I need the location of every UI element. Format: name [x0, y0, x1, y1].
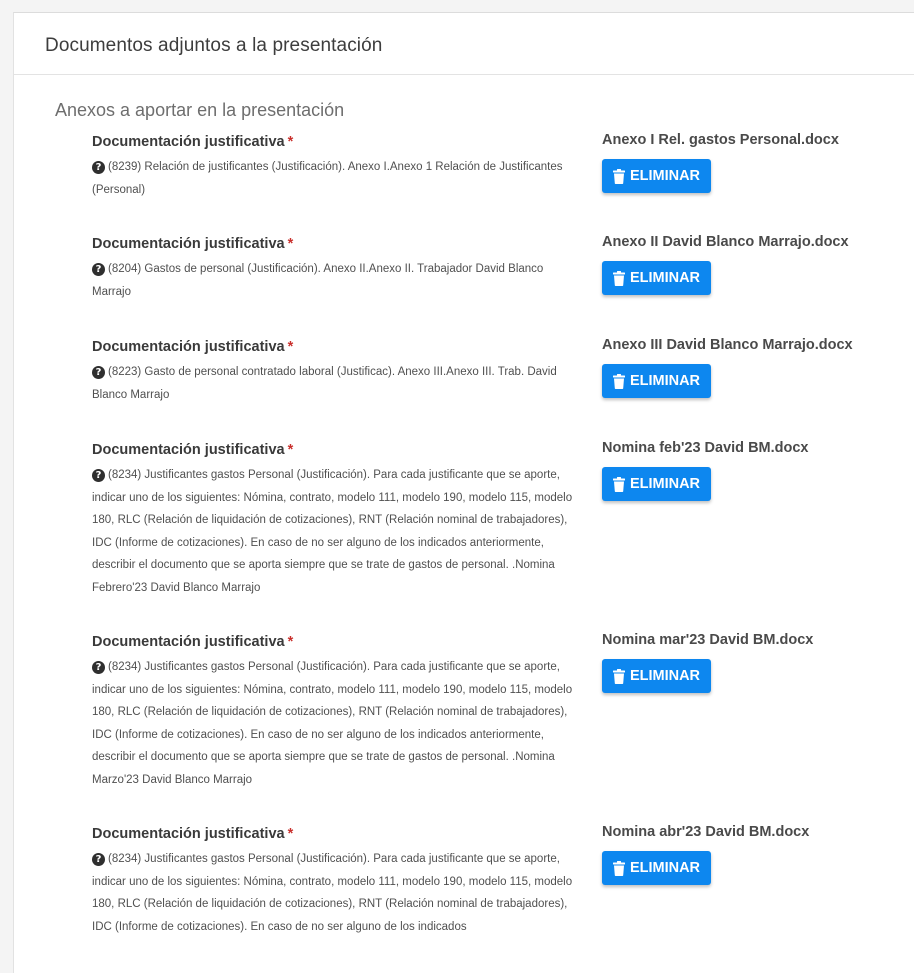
- delete-button-label: ELIMINAR: [629, 860, 701, 876]
- delete-button-label: ELIMINAR: [629, 373, 701, 389]
- delete-button[interactable]: [602, 467, 711, 501]
- question-circle-icon[interactable]: ?: [92, 161, 105, 174]
- document-description: [92, 464, 578, 599]
- attached-file-name: Anexo II David Blanco Marrajo.docx: [602, 234, 849, 250]
- document-label: [92, 134, 293, 150]
- delete-button[interactable]: [602, 159, 711, 193]
- attached-file-name: Anexo III David Blanco Marrajo.docx: [602, 337, 853, 353]
- question-circle-icon[interactable]: ?: [92, 661, 105, 674]
- section-title: Anexos a aportar en la presentación: [55, 100, 345, 120]
- document-label: [92, 442, 293, 458]
- required-marker: *: [287, 236, 294, 252]
- attached-file-name: Nomina abr'23 David BM.docx: [602, 824, 810, 840]
- required-marker: *: [287, 634, 294, 650]
- document-description: [92, 848, 578, 938]
- attachments-panel: [13, 12, 914, 973]
- question-circle-icon[interactable]: ?: [92, 853, 105, 866]
- document-label: [92, 826, 293, 842]
- document-description-text: (8223) Gasto de personal contratado laboral (Justificac). Anexo III.Anexo III. Trab. David Blanco Marrajo: [92, 366, 557, 401]
- document-label: [92, 634, 293, 650]
- document-label: [92, 236, 293, 252]
- document-label-text: Documentación justificativa: [92, 134, 285, 150]
- document-description: [92, 656, 578, 791]
- trash-icon: [613, 169, 625, 184]
- question-circle-icon[interactable]: ?: [92, 469, 105, 482]
- question-circle-icon[interactable]: ?: [92, 366, 105, 379]
- document-label-text: Documentación justificativa: [92, 826, 285, 842]
- document-description-text: (8234) Justificantes gastos Personal (Justificación). Para cada justificante que se aporte, indicar uno de los siguientes: Nómina, contrato, modelo 111, modelo 190, modelo 115, modelo 180, RLC (Relación de liquidación de cotizaciones), RNT (Relación nominal de trabajadores), IDC (Informe de cotizaciones). En caso de no ser alguno de los indicados anteriormente, describir el documento que se aporta siempre que se trate de gastos de personal. .Nomina Marzo'23 David Blanco Marrajo: [92, 661, 573, 786]
- delete-button-label: ELIMINAR: [629, 270, 701, 286]
- question-circle-icon[interactable]: ?: [92, 263, 105, 276]
- document-label-text: Documentación justificativa: [92, 236, 285, 252]
- document-label-text: Documentación justificativa: [92, 442, 285, 458]
- document-description-text: (8234) Justificantes gastos Personal (Justificación). Para cada justificante que se aporte, indicar uno de los siguientes: Nómina, contrato, modelo 111, modelo 190, modelo 115, modelo 180, RLC (Relación de liquidación de cotizaciones), RNT (Relación nominal de trabajadores), IDC (Informe de cotizaciones). En caso de no ser alguno de los indicados: [92, 853, 573, 933]
- delete-button[interactable]: [602, 659, 711, 693]
- trash-icon: [613, 374, 625, 389]
- document-description: [92, 258, 578, 303]
- document-description: [92, 361, 578, 406]
- required-marker: *: [287, 134, 294, 150]
- trash-icon: [613, 271, 625, 286]
- attached-file-name: Nomina feb'23 David BM.docx: [602, 440, 809, 456]
- document-description: [92, 156, 578, 201]
- required-marker: *: [287, 826, 294, 842]
- trash-icon: [613, 477, 625, 492]
- document-description-text: (8239) Relación de justificantes (Justificación). Anexo I.Anexo 1 Relación de Justificantes (Personal): [92, 161, 563, 196]
- required-marker: *: [287, 339, 294, 355]
- delete-button[interactable]: [602, 261, 711, 295]
- panel-divider: [14, 74, 914, 75]
- document-label-text: Documentación justificativa: [92, 634, 285, 650]
- document-label-text: Documentación justificativa: [92, 339, 285, 355]
- document-label: [92, 339, 293, 355]
- trash-icon: [613, 861, 625, 876]
- delete-button[interactable]: [602, 364, 711, 398]
- delete-button-label: ELIMINAR: [629, 476, 701, 492]
- delete-button[interactable]: [602, 851, 711, 885]
- panel-title: Documentos adjuntos a la presentación: [45, 35, 383, 56]
- document-description-text: (8204) Gastos de personal (Justificación). Anexo II.Anexo II. Trabajador David Blanco Marrajo: [92, 263, 544, 298]
- required-marker: *: [287, 442, 294, 458]
- document-description-text: (8234) Justificantes gastos Personal (Justificación). Para cada justificante que se aporte, indicar uno de los siguientes: Nómina, contrato, modelo 111, modelo 190, modelo 115, modelo 180, RLC (Relación de liquidación de cotizaciones), RNT (Relación nominal de trabajadores), IDC (Informe de cotizaciones). En caso de no ser alguno de los indicados anteriormente, describir el documento que se aporta siempre que se trate de gastos de personal. .Nomina Febrero'23 David Blanco Marrajo: [92, 469, 573, 594]
- delete-button-label: ELIMINAR: [629, 668, 701, 684]
- trash-icon: [613, 669, 625, 684]
- attached-file-name: Anexo I Rel. gastos Personal.docx: [602, 132, 839, 148]
- delete-button-label: ELIMINAR: [629, 168, 701, 184]
- attached-file-name: Nomina mar'23 David BM.docx: [602, 632, 814, 648]
